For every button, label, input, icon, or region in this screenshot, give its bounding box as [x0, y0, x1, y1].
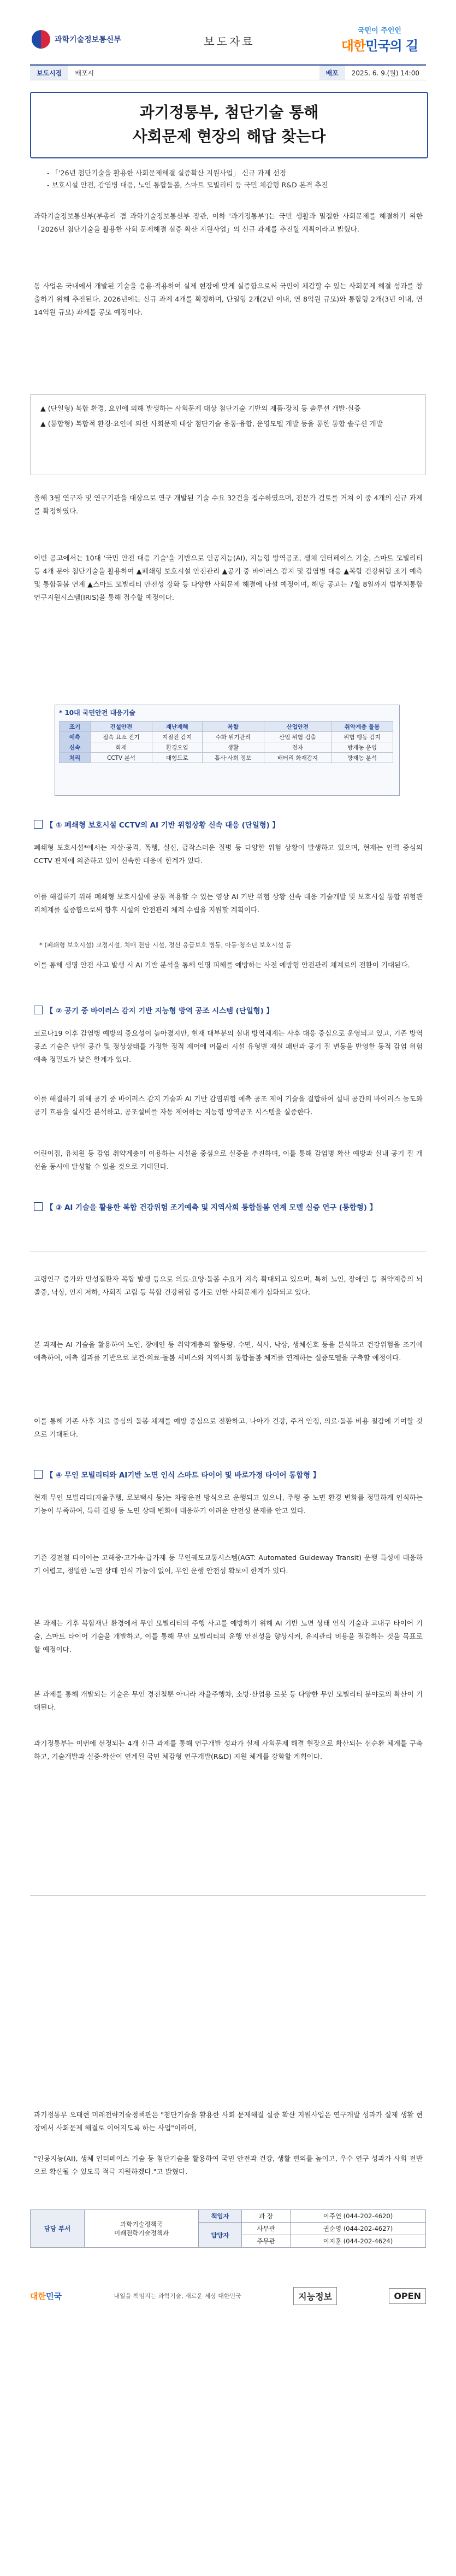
- section-4-para-3: 본 과제는 기후 복합재난 환경에서 무인 모빌리티의 주행 사고를 예방하기 위해 AI 기반 노면 상태 인식 기술과 고내구 타이어 기술, 스마트 타이어 기술을 개발하고, 이를 통해 무인 모빌리티의 운행 안전성을 향상시켜, 유지관리 비용을 절감하는 것을 목표로 할 예정이다.: [34, 1619, 423, 1653]
- summary-item: - 보호시설 안전, 감염병 대응, 노인 통합돌봄, 스마트 모빌리티 등 국민 체감형 R&D 본격 추진: [47, 181, 328, 189]
- project-type-box: [30, 394, 426, 475]
- release-meta-row: [30, 64, 426, 80]
- closing-quote-1: 과기정통부 오태현 미래전략기술정책관은 "첨단기술을 활용한 사회 문제해결 실증 확산 지원사업은 연구개발 성과가 실제 생활 현장에서 사회문제 해결로 이어지도록 하는 사업"이라며,: [34, 2111, 423, 2132]
- table-row: 담당 부서 과학기술정책국 미래전략기술정책과 책임자 과 장 이주연 (044-202-4620): [31, 2210, 426, 2223]
- section-3-para-1: 고령인구 증가와 만성질환자 복합 발생 등으로 의료·요양·돌봄 수요가 지속 확대되고 있으며, 특히 노인, 장애인 등 취약계층의 뇌졸중, 낙상, 인지 저하, 사회적 고립 등 복합 건강위험 증가로 인한 사회문제가 심화되고 있다.: [34, 1275, 423, 1296]
- section-4-para-5: 과기정통부는 이번에 선정되는 4개 신규 과제를 통해 연구개발 성과가 실제 사회문제 해결 현장으로 확산되는 선순환 체계를 구축하고, 기술개발과 실증·확산이 연계된 국민 체감형 연구개발(R&D) 지원 체계를 강화할 계획이다.: [34, 1739, 423, 1760]
- footer-tagline: 내일을 책임지는 과학기술, 새로운 세상 대한민국: [114, 2293, 241, 2300]
- checkbox-square-icon: [34, 1202, 43, 1211]
- contact-label: 담당 부서: [31, 2210, 85, 2248]
- summary-list: [47, 167, 424, 191]
- section-2-para-3: 어린이집, 유치원 등 감염 취약계층이 이용하는 시설을 중심으로 실증을 추진하며, 이를 통해 감염병 확산 예방과 실내 공기 질 개선을 동시에 달성할 수 있을 것으로 기대된다.: [34, 1149, 423, 1171]
- open-badge: OPEN: [389, 2288, 426, 2304]
- section-3-heading: 【 ③ AI 기술을 활용한 복합 건강위험 조기예측 및 지역사회 통합돌봄 연계 모델 실증 연구 (통합형) 】: [34, 1202, 423, 1215]
- section-1-note: * (폐쇄형 보호시설) 교정시설, 치매 전담 시설, 정신 응급보호 병동, 아동·청소년 보호시설 등: [39, 941, 292, 949]
- section-2-para-1: 코로나19 이후 감염병 예방의 중요성이 높아졌지만, 현재 대부분의 실내 방역체계는 사후 대응 중심으로 운영되고 있고, 기존 방역 공조 기술은 단일 공간 및 정상상태를 가정한 정적 제어에 머물러 시설 유형별 재실 패턴과 공기 질 변동을 반영한 동적 감염 위험 예측 정밀도가 낮은 한계가 있다.: [34, 1029, 423, 1064]
- slogan-top: 국민이 주인인: [358, 27, 401, 35]
- footer-bar: [30, 2280, 426, 2311]
- closing-divider: [30, 1895, 426, 1896]
- intro-paragraph-2: 동 사업은 국내에서 개발된 기술을 응용·적용하여 실제 현장에 맞게 실증함으로써 국민이 체감할 수 있는 사회문제 해결 성과를 창출하기 위해 추진된다. 2026년에는 신규 과제 4개를 확정하며, 단일형 2개(2년 이내, 연 8억원 규모)와 통합형 2개(3년 이내, 연 14억원 규모) 과제를 공모 예정이다.: [34, 282, 423, 316]
- section-2-para-2: 이를 해결하기 위해 공기 중 바이러스 감지 기술과 AI 기반 감염위험 예측 공조 제어 기술을 결합하여 실내 공간의 바이러스 농도와 공기 흐름을 실시간 분석하고, 공조설비를 자동 제어하는 지능형 방역공조 시스템을 실증한다.: [34, 1095, 423, 1116]
- single-type-desc: ▲ (단일형) 복합 환경, 요인에 의해 발생하는 사회문제 대상 첨단기술 기반의 제품·장치 등 솔루션 개발·실증: [40, 404, 361, 412]
- checkbox-square-icon: [34, 1470, 43, 1479]
- contact-table: [30, 2209, 426, 2248]
- section-4-para-2: 기존 경전철 타이어는 고해중·고가속·급가제 등 무인궤도교통시스템(AGT: Automated Guideway Transit) 운행 특성에 대응하기 어렵고, 정밀한 노면 상태 인식 기능이 없어, 무인 운행 안전성 확보에 한계가 있다.: [34, 1553, 423, 1575]
- contact-dept: 과학기술정책국 미래전략기술정책과: [85, 2210, 199, 2248]
- checkbox-square-icon: [34, 1006, 43, 1014]
- section-2-heading: 【 ② 공기 중 바이러스 감지 기반 지능형 방역 공조 시스템 (단일형) 】: [34, 1005, 423, 1018]
- footer-brand-logo: 대한민국: [30, 2291, 62, 2301]
- result-paragraph: 올해 3월 연구자 및 연구기관을 대상으로 연구 개발된 기술 수요 32건을 접수하였으며, 전문가 검토를 거쳐 이 중 4개의 신규 과제를 확정하였다.: [34, 494, 423, 515]
- ministry-name: 과학기술정보통신부: [55, 36, 121, 44]
- closing-quote-2: "인공지능(AI), 생체 인터페이스 기술 등 첨단기술을 활용하여 국민 안전과 건강, 생활 편의를 높이고, 우수 연구 성과가 사회 전반으로 확산될 수 있도록 적극 지원하겠다."고 밝혔다.: [34, 2154, 423, 2176]
- safety-tech-table: [59, 721, 393, 763]
- section-1-para-2: 이를 해결하기 위해 폐쇄형 보호시설에 공통 적용할 수 있는 영상 AI 기반 위험 상황 신속 대응 기술개발 및 보호시설 통합 위험관리체계를 실증함으로써 향후 시설의 안전관리 체계 수립을 지원할 계획이다.: [34, 893, 423, 914]
- table-row: 주무관 이지훈 (044-202-4624): [31, 2235, 426, 2248]
- table-row: 담당자 사무관 권순영 (044-202-4627): [31, 2223, 426, 2235]
- section-1-heading: 【 ① 폐쇄형 보호시설 CCTV의 AI 기반 위험상황 신속 대응 (단일형) 】: [34, 819, 423, 832]
- section-3-para-3: 이를 통해 기존 사후 치료 중심의 돌봄 체계를 예방 중심으로 전환하고, 나아가 건강, 주거 안정, 의료·돌봄 비용 절감에 기여할 것으로 기대된다.: [34, 1417, 423, 1438]
- section-4-para-1: 현재 무인 모빌리티(자율주행, 로보택시 등)는 차량운전 방식으로 운행되고 있으나, 주행 중 노면 환경 변화를 정밀하게 인식하는 기능이 부족하여, 특히 결빙 등 노면 상태 변화에 대응하기 어려운 안전성 문제를 안고 있다.: [34, 1493, 423, 1515]
- ministry-logo: [32, 24, 125, 55]
- headline-box: [30, 92, 428, 158]
- headline-line-1: 과기정통부, 첨단기술 통해: [139, 103, 319, 121]
- government-emblem-icon: [32, 30, 50, 49]
- table-row: 신속 화재 환경오염 생활 전자 방재농 운영: [60, 742, 393, 753]
- section-4-para-4: 본 과제를 통해 개발되는 기술은 무인 경전철뿐 아니라 자율주행차, 소방·산업용 로봇 등 다양한 무인 모빌리티 분야로의 확산이 기대된다.: [34, 1690, 423, 1711]
- table-row: 예측 접속 요소 전기 지질진 감지 수화 위기관리 산업 위험 검출 위험 행동 감지: [60, 732, 393, 742]
- footer-chip: 지능정보: [293, 2287, 337, 2305]
- summary-item: - 「'26년 첨단기술을 활용한 사회문제해결 실증확산 지원사업」 신규 과제 선정: [47, 169, 287, 177]
- section-1-para-1: 폐쇄형 보호시설*에서는 자살·공격, 폭행, 실신, 급작스러운 질병 등 다양한 위험 상황이 발생하고 있으며, 현재는 인력 중심의 CCTV 관제에 의존하고 있어 신속한 대응에 한계가 있다.: [34, 843, 423, 865]
- headline-line-2: 사회문제 현장의 해답 찾는다: [132, 127, 326, 145]
- checkbox-square-icon: [34, 820, 43, 829]
- table-row: 조기 건설안전 재난재해 복합 산업안전 취약계층 돌봄: [60, 722, 393, 732]
- announcement-paragraph: 이번 공고에서는 10대 '국민 안전 대응 기술'을 기반으로 인공지능(AI), 지능형 방역공조, 생체 인터페이스 기술, 스마트 모빌리티 등 4개 분야 첨단기술을 활용하여 ▲폐쇄형 보호시설 안전관리 ▲공기 중 바이러스 감지 및 감염병 대응 ▲복합 건강위험 조기 예측 및 통합돌봄 연계 ▲스마트 모빌리티 안전성 강화 등 다양한 사회문제 해결에 나설 예정이며, 해당 공고는 7월 8일까지 범부처통합연구지원시스템(IRIS)을 통해 접수할 예정이다.: [34, 554, 423, 601]
- slogan-main: 대한민국의 길: [341, 38, 418, 54]
- meta-distribution: 배포 2025. 6. 9.(월) 14:00: [319, 66, 426, 80]
- section-1-after: 이를 통해 생명 안전 사고 발생 시 AI 기반 분석을 통해 인명 피해를 예방하는 사전 예방형 안전관리 체계로의 전환이 기대된다.: [34, 961, 410, 969]
- slogan-logo: [322, 19, 437, 60]
- section-3-para-2: 본 과제는 AI 기술을 활용하여 노인, 장애인 등 취약계층의 활동량, 수면, 식사, 낙상, 생체신호 등을 분석하고 건강위험을 조기에 예측하여, 예측 결과를 기반으로 보건·의료·돌봄 서비스와 지역사회 통합돌봄 체계를 연계하는 실증모델을 구축할 예정이다.: [34, 1340, 423, 1362]
- meta-release-time: 보도시점 배포시: [30, 66, 100, 80]
- diagram-title: * 10대 국민안전 대응기술: [59, 709, 135, 717]
- section-4-heading: 【 ④ 무인 모빌리티와 AI기반 노면 인식 스마트 타이어 및 바로가정 타이어 통합형 】: [34, 1469, 423, 1482]
- document-type: 보도자료: [204, 35, 255, 48]
- table-row: 처리 CCTV 분석 대형도로 흡사·사회 정보 배터리 화재감지 방재농 분석: [60, 753, 393, 763]
- integrated-type-desc: ▲ (통합형) 복합적 환경·요인에 의한 사회문제 대상 첨단기술 융통·융합, 운영모델 개발 등을 통한 통합 솔루션 개발: [40, 420, 383, 428]
- intro-paragraph-1: 과학기술정보통신부(부총리 겸 과학기술정보통신부 장관, 이하 '과기정통부')는 국민 생활과 밀접한 사회문제를 해결하기 위한 「2026년 첨단기술을 활용한 사회 문제해결 실증 확산 지원사업」의 신규 과제를 추진할 계획이라고 밝혔다.: [34, 212, 423, 233]
